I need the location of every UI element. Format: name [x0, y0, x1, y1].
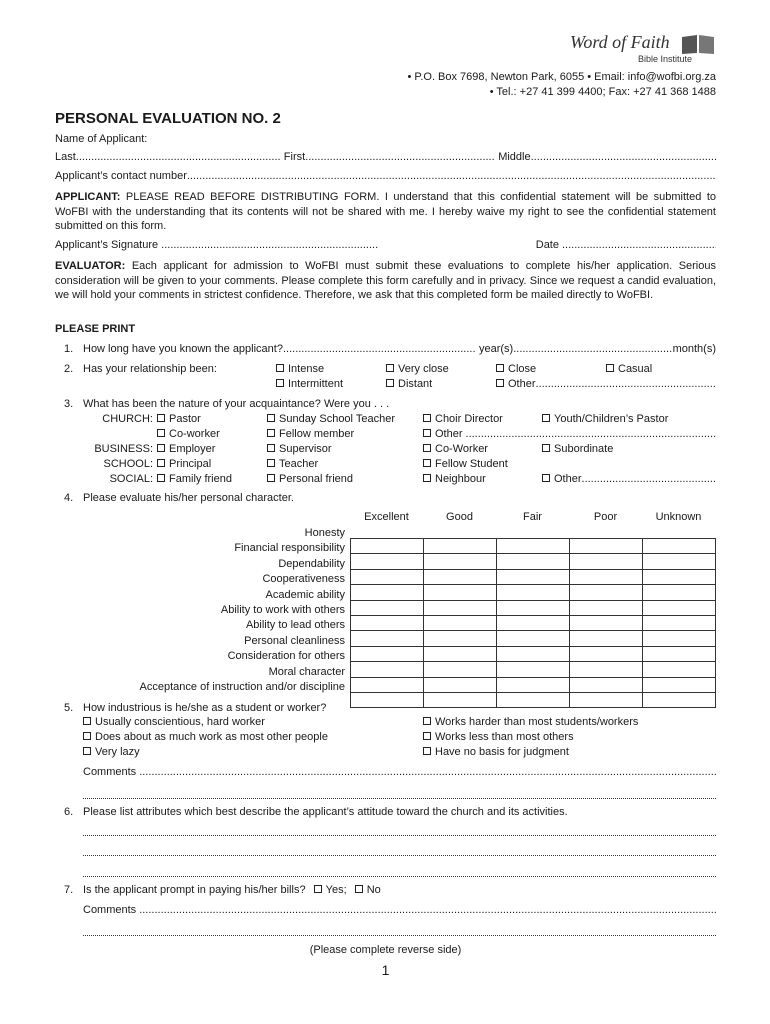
q6-number: 6.: [64, 806, 74, 818]
rating-cell[interactable]: [351, 569, 424, 584]
church-co-worker[interactable]: Co-worker: [157, 428, 220, 440]
q7-comments-field[interactable]: [139, 904, 716, 916]
rating-cell[interactable]: [424, 615, 497, 630]
middle-name-label: Middle: [498, 151, 531, 163]
school-fellow-student[interactable]: Fellow Student: [423, 458, 508, 470]
checkbox-icon[interactable]: [386, 364, 394, 372]
checkbox-icon[interactable]: [423, 429, 431, 437]
checkbox-icon[interactable]: [83, 732, 91, 740]
grid-row: [351, 554, 716, 569]
q7-row: [83, 884, 381, 896]
checkbox-icon[interactable]: [267, 414, 275, 422]
col-good: Good: [446, 511, 473, 523]
q7-comments-label: Comments: [83, 904, 137, 916]
checkbox-icon[interactable]: [386, 379, 394, 387]
q2-option-distant[interactable]: Distant: [386, 378, 432, 390]
rating-cell[interactable]: [570, 677, 643, 692]
date-field[interactable]: [562, 239, 716, 251]
middle-name-field[interactable]: [531, 151, 716, 163]
q3-text: What has been the nature of your acquaintance? Were you . . .: [83, 398, 390, 410]
business-employer[interactable]: Employer: [157, 443, 215, 455]
rating-cell[interactable]: [643, 585, 716, 600]
grid-row: [351, 539, 716, 554]
name-label: Name of Applicant:: [55, 133, 148, 145]
social-neighbour[interactable]: Neighbour: [423, 473, 486, 485]
rating-cell[interactable]: [497, 662, 570, 677]
rating-cell[interactable]: [570, 662, 643, 677]
rating-cell[interactable]: [570, 692, 643, 707]
social-other-field[interactable]: [582, 473, 716, 485]
wofbi-logo: [566, 30, 716, 66]
rating-cell[interactable]: [497, 615, 570, 630]
trait-cooperativeness: Cooperativeness: [262, 573, 345, 586]
checkbox-icon[interactable]: [423, 414, 431, 422]
checkbox-icon[interactable]: [423, 717, 431, 725]
church-other-field[interactable]: [466, 428, 716, 440]
church-other[interactable]: Other .....: [423, 428, 716, 440]
checkbox-icon[interactable]: [157, 414, 165, 422]
checkbox-icon[interactable]: [267, 429, 275, 437]
business-co-worker[interactable]: Co-Worker: [423, 443, 488, 455]
please-print: PLEASE PRINT: [55, 323, 136, 335]
evaluator-note-lead: EVALUATOR:: [55, 260, 126, 272]
rating-cell[interactable]: [570, 615, 643, 630]
last-name-label: Last: [55, 151, 76, 163]
trait-honesty: Honesty: [304, 527, 345, 539]
rating-cell[interactable]: [497, 569, 570, 584]
q5-comments-label: Comments: [83, 766, 137, 778]
q2-option-other[interactable]: Other .....: [496, 378, 716, 390]
contact-number-row: [55, 170, 716, 182]
q6-answer-line-1[interactable]: [83, 835, 716, 836]
logo-sub-text: Bible Institute: [638, 54, 693, 64]
grid-row: [351, 692, 716, 707]
form-title: PERSONAL EVALUATION NO. 2: [55, 110, 281, 127]
rating-cell[interactable]: [351, 600, 424, 615]
rating-cell[interactable]: [643, 662, 716, 677]
checkbox-icon[interactable]: [423, 459, 431, 467]
date-label: Date: [535, 239, 559, 251]
q1-text: How long have you known the applicant?: [83, 343, 283, 355]
social-family-friend[interactable]: Family friend: [157, 473, 232, 485]
rating-cell[interactable]: [424, 539, 497, 554]
signature-label: Applicant’s Signature: [55, 239, 159, 251]
col-excellent: Excellent: [364, 511, 409, 523]
grid-row: [351, 615, 716, 630]
school-principal[interactable]: Principal: [157, 458, 211, 470]
q1-years-field[interactable]: [283, 343, 476, 355]
rating-cell[interactable]: [570, 554, 643, 569]
checkbox-icon[interactable]: [496, 364, 504, 372]
business-subordinate[interactable]: Subordinate: [542, 443, 613, 455]
business-label: BUSINESS:: [94, 443, 153, 455]
trait-personal-cleanliness: Personal cleanliness: [244, 634, 345, 647]
first-name-field[interactable]: [305, 151, 495, 163]
social-label: SOCIAL:: [109, 473, 153, 485]
rating-cell[interactable]: [643, 646, 716, 661]
q1-number: 1.: [64, 343, 74, 355]
q7-comments-row: [83, 904, 716, 916]
rating-cell[interactable]: [643, 677, 716, 692]
evaluator-note-text: Each applicant for admission to WoFBI must submit these evaluations to complete his/her application. Serious consideration will be given to your comments. Please complete this form carefully and in privacy. Since we request a candid evaluation, we will hold your comments in strictest confidence. Therefore, we ask that this completed form be mailed directly to WoFBI.: [55, 260, 716, 301]
q3-number: 3.: [64, 398, 74, 410]
checkbox-icon[interactable]: [542, 474, 550, 482]
checkbox-icon[interactable]: [423, 474, 431, 482]
checkbox-icon[interactable]: [267, 474, 275, 482]
q4-number: 4.: [64, 492, 74, 504]
trait-labels: [55, 526, 345, 695]
checkbox-icon[interactable]: [157, 429, 165, 437]
checkbox-icon[interactable]: [496, 379, 504, 387]
contact-number-label: Applicant’s contact number: [55, 170, 187, 182]
q7-comments-line[interactable]: [83, 935, 716, 936]
trait-acceptance-instruction: Acceptance of instruction and/or discipline: [139, 681, 345, 694]
logo-main-text: Word of Faith: [570, 32, 670, 52]
q2-option-intense[interactable]: Intense: [276, 363, 324, 375]
q7-number: 7.: [64, 884, 74, 896]
q1-years-label: year(s): [478, 343, 514, 355]
q2-option-casual[interactable]: Casual: [606, 363, 652, 375]
rating-cell[interactable]: [497, 692, 570, 707]
trait-financial-responsibility: Financial responsibility: [234, 542, 345, 555]
social-other[interactable]: Other .....: [542, 473, 716, 485]
rating-cell[interactable]: [643, 539, 716, 554]
grid-row: [351, 646, 716, 661]
q5-option-lazy[interactable]: Very lazy: [83, 746, 140, 758]
evaluation-grid: [350, 538, 716, 708]
col-poor: Poor: [593, 511, 618, 523]
checkbox-icon[interactable]: [276, 364, 284, 372]
q5-option-harder[interactable]: Works harder than most students/workers: [423, 716, 638, 728]
applicant-note-lead: APPLICANT:: [55, 191, 121, 203]
contact-line-2: • Tel.: +27 41 399 4400; Fax: +27 41 368 1488: [489, 86, 716, 98]
col-unknown: Unknown: [655, 511, 702, 523]
q5-text: How industrious is he/she as a student or worker?: [83, 702, 327, 714]
q1-row: [83, 343, 716, 355]
business-supervisor[interactable]: Supervisor: [267, 443, 332, 455]
rating-cell[interactable]: [570, 585, 643, 600]
rating-cell[interactable]: [351, 692, 424, 707]
checkbox-icon[interactable]: [276, 379, 284, 387]
rating-cell[interactable]: [497, 539, 570, 554]
trait-lead-others: Ability to lead others: [245, 619, 345, 632]
rating-cell[interactable]: [424, 677, 497, 692]
signature-field[interactable]: [161, 239, 379, 251]
rating-cell[interactable]: [351, 631, 424, 646]
applicant-note: [55, 190, 716, 234]
rating-cell[interactable]: [497, 554, 570, 569]
checkbox-icon[interactable]: [157, 459, 165, 467]
q5-option-conscientious[interactable]: Usually conscientious, hard worker: [83, 716, 265, 728]
rating-cell[interactable]: [351, 554, 424, 569]
church-fellow-member[interactable]: Fellow member: [267, 428, 354, 440]
church-sunday-school-teacher[interactable]: Sunday School Teacher: [267, 413, 395, 425]
rating-cell[interactable]: [424, 646, 497, 661]
rating-cell[interactable]: [643, 692, 716, 707]
q5-comments-field[interactable]: [139, 766, 716, 778]
q6-answer-line-3[interactable]: [83, 876, 716, 877]
checkbox-icon[interactable]: [157, 474, 165, 482]
checkbox-icon[interactable]: [423, 747, 431, 755]
checkbox-icon[interactable]: [423, 732, 431, 740]
rating-cell[interactable]: [351, 646, 424, 661]
checkbox-icon[interactable]: [423, 444, 431, 452]
trait-moral-character: Moral character: [268, 665, 345, 678]
q2-option-intermittent[interactable]: Intermittent: [276, 378, 343, 390]
signature-row: [55, 239, 716, 251]
rating-cell[interactable]: [351, 539, 424, 554]
q4-text: Please evaluate his/her personal character.: [83, 492, 294, 504]
col-fair: Fair: [523, 511, 542, 523]
q2-option-close[interactable]: Close: [496, 363, 536, 375]
rating-cell[interactable]: [424, 662, 497, 677]
trait-dependability: Dependability: [278, 557, 345, 570]
church-choir-director[interactable]: Choir Director: [423, 413, 503, 425]
rating-cell[interactable]: [643, 615, 716, 630]
q2-option-very-close[interactable]: Very close: [386, 363, 449, 375]
rating-cell[interactable]: [351, 677, 424, 692]
rating-cell[interactable]: [570, 646, 643, 661]
social-personal-friend[interactable]: Personal friend: [267, 473, 353, 485]
checkbox-icon[interactable]: [542, 444, 550, 452]
q6-text: Please list attributes which best describe the applicant’s attitude toward the church and its activities.: [83, 806, 568, 818]
checkbox-icon[interactable]: [157, 444, 165, 452]
checkbox-icon[interactable]: [542, 414, 550, 422]
rating-cell[interactable]: [570, 600, 643, 615]
q5-number: 5.: [64, 702, 74, 714]
grid-row: [351, 585, 716, 600]
applicant-note-text: PLEASE READ BEFORE DISTRIBUTING FORM. I understand that this confidential statement will be submitted to WoFBI with the understanding that its contents will not be shared with me. I hereby waive my right to see the confidential statement submitted on this form.: [55, 191, 716, 232]
q6-answer-line-2[interactable]: [83, 855, 716, 856]
rating-cell[interactable]: [351, 615, 424, 630]
rating-cell[interactable]: [351, 585, 424, 600]
grid-row: [351, 677, 716, 692]
rating-cell[interactable]: [643, 569, 716, 584]
q5-option-average[interactable]: Does about as much work as most other people: [83, 731, 328, 743]
q5-option-less[interactable]: Works less than most others: [423, 731, 574, 743]
rating-cell[interactable]: [424, 569, 497, 584]
rating-cell[interactable]: [424, 631, 497, 646]
rating-cell[interactable]: [570, 539, 643, 554]
church-youth-pastor[interactable]: Youth/Children’s Pastor: [542, 413, 668, 425]
checkbox-icon[interactable]: [314, 885, 322, 893]
trait-work-with-others: Ability to work with others: [220, 604, 345, 617]
reverse-side-note: (Please complete reverse side): [309, 944, 462, 956]
q2-number: 2.: [64, 363, 74, 375]
rating-cell[interactable]: [643, 600, 716, 615]
rating-cell[interactable]: [497, 600, 570, 615]
grid-row: [351, 631, 716, 646]
grid-row: [351, 600, 716, 615]
q7-option-yes[interactable]: Yes;: [314, 884, 347, 896]
rating-cell[interactable]: [497, 677, 570, 692]
rating-cell[interactable]: [424, 692, 497, 707]
rating-cell[interactable]: [570, 631, 643, 646]
checkbox-icon[interactable]: [267, 444, 275, 452]
trait-consideration: Consideration for others: [227, 650, 345, 663]
checkbox-icon[interactable]: [83, 717, 91, 725]
q1-months-field[interactable]: [513, 343, 672, 355]
last-name-field[interactable]: [76, 151, 281, 163]
checkbox-icon[interactable]: [355, 885, 363, 893]
church-pastor[interactable]: Pastor: [157, 413, 201, 425]
rating-cell[interactable]: [424, 600, 497, 615]
rating-cell[interactable]: [570, 569, 643, 584]
q2-text: Has your relationship been:: [83, 363, 217, 375]
q7-option-no[interactable]: No: [355, 884, 381, 896]
grid-row: [351, 569, 716, 584]
checkbox-icon[interactable]: [83, 747, 91, 755]
q2-other-field[interactable]: [536, 378, 716, 390]
q5-option-no-basis[interactable]: Have no basis for judgment: [423, 746, 569, 758]
rating-cell[interactable]: [424, 554, 497, 569]
first-name-label: First: [283, 151, 306, 163]
grid-row: [351, 662, 716, 677]
q5-comments-row: [83, 766, 716, 778]
q1-months-label: month(s): [672, 343, 716, 355]
checkbox-icon[interactable]: [267, 459, 275, 467]
rating-cell[interactable]: [643, 631, 716, 646]
q5-comments-line[interactable]: [83, 798, 716, 799]
contact-info: [408, 70, 717, 100]
rating-cell[interactable]: [643, 554, 716, 569]
church-label: CHURCH:: [102, 413, 153, 425]
school-teacher[interactable]: Teacher: [267, 458, 318, 470]
trait-academic-ability: Academic ability: [265, 588, 345, 601]
rating-cell[interactable]: [497, 585, 570, 600]
school-label: SCHOOL:: [103, 458, 153, 470]
evaluator-note: [55, 259, 716, 303]
bible-book-icon: [680, 33, 716, 55]
rating-cell[interactable]: [497, 646, 570, 661]
rating-cell[interactable]: [424, 585, 497, 600]
page-number: 1: [381, 962, 390, 978]
rating-cell[interactable]: [497, 631, 570, 646]
checkbox-icon[interactable]: [606, 364, 614, 372]
rating-cell[interactable]: [351, 662, 424, 677]
q7-text: Is the applicant prompt in paying his/her bills?: [83, 884, 306, 896]
name-fields-row: [55, 151, 716, 163]
contact-number-field[interactable]: [187, 170, 716, 182]
contact-line-1: • P.O. Box 7698, Newton Park, 6055 • Email: info@wofbi.org.za: [407, 71, 716, 83]
